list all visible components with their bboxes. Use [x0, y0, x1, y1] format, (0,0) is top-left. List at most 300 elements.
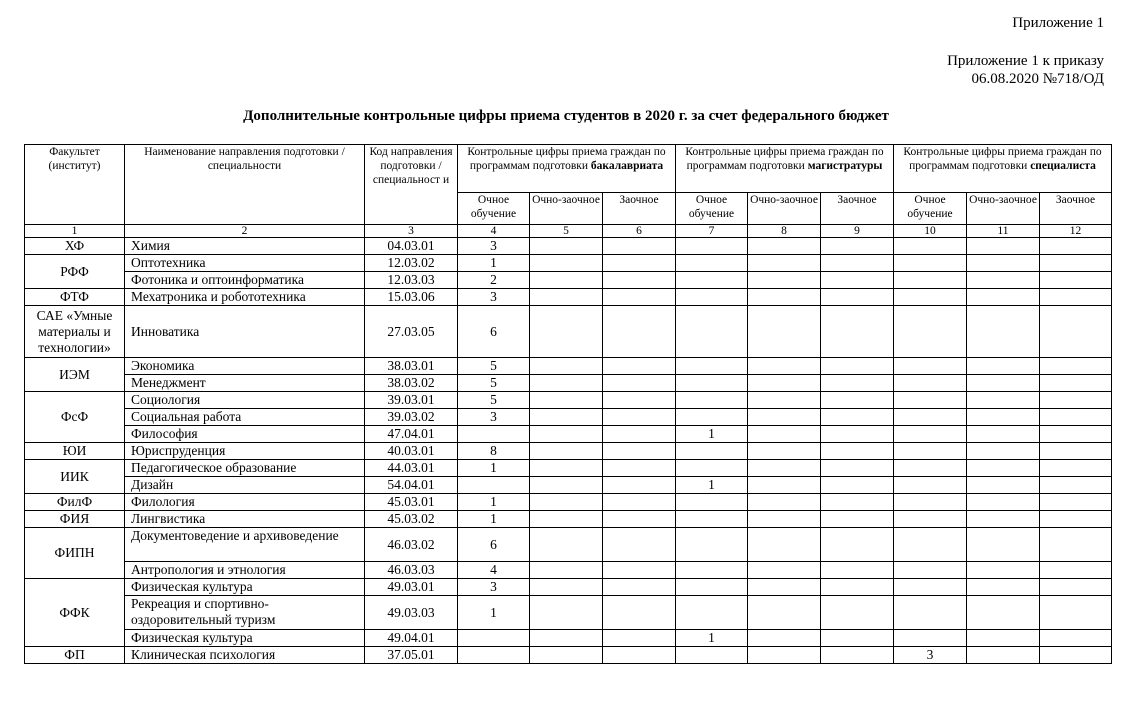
quota-cell [603, 375, 676, 392]
quota-cell [967, 306, 1040, 358]
header-group-bachelor [458, 145, 676, 193]
quota-cell [821, 375, 894, 392]
quota-cell: 5 [458, 358, 530, 375]
column-index: 6 [603, 225, 676, 238]
faculty-cell: ИЭМ [25, 358, 125, 392]
quota-cell [1040, 494, 1112, 511]
faculty-cell: ФилФ [25, 494, 125, 511]
quota-cell [821, 443, 894, 460]
quota-cell [676, 443, 748, 460]
table-row [25, 562, 1112, 579]
quota-cell [1040, 409, 1112, 426]
quota-cell [458, 630, 530, 647]
quota-cell [894, 255, 967, 272]
quota-cell [1040, 306, 1112, 358]
quota-cell [748, 579, 821, 596]
quota-cell [748, 477, 821, 494]
quota-cell [967, 426, 1040, 443]
quota-cell [603, 494, 676, 511]
code-cell: 47.04.01 [365, 426, 458, 443]
quota-cell [1040, 528, 1112, 562]
quota-cell [894, 272, 967, 289]
quota-cell [894, 426, 967, 443]
order-line-2: 06.08.2020 №718/ОД [971, 71, 1104, 87]
quota-cell [530, 579, 603, 596]
program-cell: Антропология и этнология [125, 562, 365, 579]
table-row [25, 443, 1112, 460]
quota-cell: 3 [458, 238, 530, 255]
table-row [25, 306, 1112, 358]
quota-cell [603, 238, 676, 255]
header-code: Код направления подготовки / специальност и [365, 145, 458, 225]
quota-cell [676, 460, 748, 477]
quota-cell: 8 [458, 443, 530, 460]
quota-cell [821, 511, 894, 528]
table-row [25, 426, 1112, 443]
quota-cell [821, 306, 894, 358]
quota-cell [748, 426, 821, 443]
quota-cell [603, 596, 676, 630]
header-form: Очно-заочное [748, 193, 821, 225]
quota-cell: 1 [458, 511, 530, 528]
quota-cell [603, 358, 676, 375]
table-row [25, 596, 1112, 630]
code-cell: 15.03.06 [365, 289, 458, 306]
code-cell: 38.03.02 [365, 375, 458, 392]
quota-cell [603, 630, 676, 647]
quota-cell [676, 375, 748, 392]
quota-cell [603, 528, 676, 562]
header-form: Заочное [603, 193, 676, 225]
header-form: Заочное [1040, 193, 1112, 225]
quota-cell [967, 443, 1040, 460]
quota-cell [748, 409, 821, 426]
quota-cell [530, 562, 603, 579]
quota-cell [967, 460, 1040, 477]
quota-cell [967, 289, 1040, 306]
quota-cell [603, 306, 676, 358]
quota-cell [1040, 255, 1112, 272]
quota-cell [967, 647, 1040, 664]
quota-cell: 3 [458, 409, 530, 426]
quota-cell [1040, 477, 1112, 494]
quota-cell [894, 579, 967, 596]
column-index: 2 [125, 225, 365, 238]
quota-cell [967, 596, 1040, 630]
quota-cell [821, 494, 894, 511]
quota-cell [603, 511, 676, 528]
quota-cell [967, 494, 1040, 511]
quota-cell [530, 460, 603, 477]
quota-cell [748, 511, 821, 528]
quota-cell [1040, 238, 1112, 255]
quota-cell [1040, 358, 1112, 375]
program-cell: Инноватика [125, 306, 365, 358]
quota-cell [821, 528, 894, 562]
quota-cell [676, 494, 748, 511]
quota-cell [530, 238, 603, 255]
quota-cell [530, 375, 603, 392]
program-cell: Мехатроника и робототехника [125, 289, 365, 306]
program-cell: Фотоника и оптоинформатика [125, 272, 365, 289]
quota-cell [821, 579, 894, 596]
table-row [25, 409, 1112, 426]
group-name: специалиста [1030, 160, 1096, 172]
header-form: Очное обучение [894, 193, 967, 225]
quota-cell [1040, 392, 1112, 409]
quota-cell [1040, 562, 1112, 579]
quota-cell [603, 647, 676, 664]
code-cell: 46.03.02 [365, 528, 458, 562]
quota-cell [821, 255, 894, 272]
quota-cell [1040, 460, 1112, 477]
table-row [25, 579, 1112, 596]
quota-cell [676, 358, 748, 375]
quota-cell [676, 511, 748, 528]
quota-cell [894, 562, 967, 579]
table-row [25, 528, 1112, 562]
quota-cell [676, 409, 748, 426]
column-index: 3 [365, 225, 458, 238]
header-program: Наименование направления подготовки / специальности [125, 145, 365, 225]
quota-cell [530, 272, 603, 289]
code-cell: 49.03.03 [365, 596, 458, 630]
table-row [25, 494, 1112, 511]
program-cell: Клиническая психология [125, 647, 365, 664]
code-cell: 54.04.01 [365, 477, 458, 494]
column-index: 9 [821, 225, 894, 238]
faculty-cell: ИИК [25, 460, 125, 494]
table-row [25, 392, 1112, 409]
faculty-cell: ФсФ [25, 392, 125, 443]
quota-cell [676, 255, 748, 272]
quota-cell [1040, 630, 1112, 647]
quota-cell [603, 289, 676, 306]
order-line-1: Приложение 1 к приказу [947, 53, 1104, 69]
quota-cell: 1 [676, 477, 748, 494]
quota-cell: 6 [458, 306, 530, 358]
code-cell: 49.03.01 [365, 579, 458, 596]
quota-cell [748, 289, 821, 306]
quota-cell [530, 494, 603, 511]
header-form: Очно-заочное [530, 193, 603, 225]
quota-cell [894, 528, 967, 562]
quota-cell [603, 443, 676, 460]
quota-cell [894, 630, 967, 647]
quota-cell [821, 426, 894, 443]
column-index: 10 [894, 225, 967, 238]
quota-cell [748, 392, 821, 409]
column-index: 4 [458, 225, 530, 238]
quota-cell [748, 494, 821, 511]
header-faculty: Факультет (институт) [25, 145, 125, 225]
table-row [25, 630, 1112, 647]
program-cell: Экономика [125, 358, 365, 375]
quota-cell [748, 375, 821, 392]
quota-cell [603, 392, 676, 409]
quota-cell [676, 528, 748, 562]
quota-cell: 3 [894, 647, 967, 664]
column-index: 8 [748, 225, 821, 238]
quota-cell [530, 477, 603, 494]
quota-cell [894, 494, 967, 511]
quota-cell [967, 562, 1040, 579]
faculty-cell: ФИПН [25, 528, 125, 579]
quota-cell [530, 443, 603, 460]
quota-cell [1040, 272, 1112, 289]
group-name: бакалавриата [590, 160, 664, 172]
quota-cell: 6 [458, 528, 530, 562]
quota-cell [458, 647, 530, 664]
quota-cell [1040, 289, 1112, 306]
code-cell: 39.03.02 [365, 409, 458, 426]
program-cell: Социальная работа [125, 409, 365, 426]
quota-cell [676, 306, 748, 358]
quota-cell [748, 596, 821, 630]
quota-cell [821, 596, 894, 630]
faculty-cell: ФИЯ [25, 511, 125, 528]
column-index: 1 [25, 225, 125, 238]
quota-cell [894, 409, 967, 426]
quota-cell [530, 306, 603, 358]
quota-cell [967, 477, 1040, 494]
quota-cell [894, 375, 967, 392]
faculty-cell: ЮИ [25, 443, 125, 460]
program-cell: Филология [125, 494, 365, 511]
quota-cell [967, 238, 1040, 255]
quota-cell [1040, 579, 1112, 596]
quota-cell [821, 647, 894, 664]
quota-cell [603, 579, 676, 596]
faculty-cell: САЕ «Умные материалы и технологии» [25, 306, 125, 358]
quota-cell: 3 [458, 579, 530, 596]
quota-cell [530, 528, 603, 562]
quota-cell [894, 477, 967, 494]
quota-cell [967, 272, 1040, 289]
quota-cell [530, 596, 603, 630]
program-cell: Менеджмент [125, 375, 365, 392]
quota-cell [603, 255, 676, 272]
code-cell: 38.03.01 [365, 358, 458, 375]
column-index: 12 [1040, 225, 1112, 238]
quota-cell: 2 [458, 272, 530, 289]
group-prefix: Контрольные цифры приема граждан по программам подготовки [903, 146, 1102, 172]
group-prefix: Контрольные цифры приема граждан по программам подготовки [685, 146, 884, 172]
header-form: Заочное [821, 193, 894, 225]
quota-cell [894, 443, 967, 460]
quota-cell [967, 511, 1040, 528]
order-reference [947, 52, 1104, 88]
quota-cell [1040, 511, 1112, 528]
quota-cell [530, 426, 603, 443]
quota-cell [967, 358, 1040, 375]
quota-cell [894, 238, 967, 255]
quota-cell: 5 [458, 375, 530, 392]
quota-cell [530, 647, 603, 664]
code-cell: 46.03.03 [365, 562, 458, 579]
quota-cell [821, 477, 894, 494]
quota-cell [530, 358, 603, 375]
quota-cell [821, 562, 894, 579]
column-index: 5 [530, 225, 603, 238]
quota-cell [458, 477, 530, 494]
quota-cell [967, 630, 1040, 647]
quota-cell [1040, 596, 1112, 630]
table-row [25, 477, 1112, 494]
program-cell: Философия [125, 426, 365, 443]
admission-table [24, 144, 1112, 664]
column-index: 7 [676, 225, 748, 238]
quota-cell: 1 [458, 596, 530, 630]
appendix-label: Приложение 1 [1012, 15, 1104, 31]
quota-cell [676, 596, 748, 630]
table-row [25, 375, 1112, 392]
quota-cell [748, 630, 821, 647]
quota-cell [894, 596, 967, 630]
quota-cell [603, 460, 676, 477]
quota-cell: 4 [458, 562, 530, 579]
quota-cell [821, 358, 894, 375]
quota-cell [676, 562, 748, 579]
program-cell: Социология [125, 392, 365, 409]
quota-cell [676, 238, 748, 255]
quota-cell [748, 255, 821, 272]
program-cell: Педагогическое образование [125, 460, 365, 477]
table-row [25, 358, 1112, 375]
group-prefix: Контрольные цифры приема граждан по программам подготовки [467, 146, 666, 172]
quota-cell [821, 272, 894, 289]
quota-cell [748, 358, 821, 375]
group-name: магистратуры [807, 160, 883, 172]
quota-cell [603, 477, 676, 494]
quota-cell [894, 392, 967, 409]
quota-cell [748, 528, 821, 562]
table-row [25, 255, 1112, 272]
program-cell: Лингвистика [125, 511, 365, 528]
quota-cell [530, 511, 603, 528]
table-row [25, 238, 1112, 255]
quota-cell [676, 272, 748, 289]
quota-cell [603, 426, 676, 443]
table-row [25, 511, 1112, 528]
quota-cell [1040, 375, 1112, 392]
column-index: 11 [967, 225, 1040, 238]
program-cell: Физическая культура [125, 630, 365, 647]
code-cell: 44.03.01 [365, 460, 458, 477]
quota-cell [821, 238, 894, 255]
quota-cell [894, 460, 967, 477]
quota-cell [748, 272, 821, 289]
header-form: Очное обучение [676, 193, 748, 225]
quota-cell [894, 358, 967, 375]
quota-cell [458, 426, 530, 443]
quota-cell [1040, 647, 1112, 664]
quota-cell [748, 238, 821, 255]
program-cell: Документоведение и архивоведение [125, 528, 365, 562]
quota-cell [676, 289, 748, 306]
faculty-cell: РФФ [25, 255, 125, 289]
code-cell: 37.05.01 [365, 647, 458, 664]
quota-cell [748, 460, 821, 477]
quota-cell: 1 [676, 630, 748, 647]
quota-cell [530, 392, 603, 409]
quota-cell [821, 630, 894, 647]
quota-cell: 3 [458, 289, 530, 306]
table-row [25, 460, 1112, 477]
quota-cell [967, 255, 1040, 272]
code-cell: 04.03.01 [365, 238, 458, 255]
quota-cell [1040, 426, 1112, 443]
quota-cell: 1 [676, 426, 748, 443]
table-row [25, 289, 1112, 306]
code-cell: 49.04.01 [365, 630, 458, 647]
document-title: Дополнительные контрольные цифры приема студентов в 2020 г. за счет федерального бюджет [243, 108, 889, 124]
table-row [25, 647, 1112, 664]
quota-cell [530, 289, 603, 306]
program-cell: Физическая культура [125, 579, 365, 596]
program-cell: Рекреация и спортивно-оздоровительный туризм [125, 596, 365, 630]
header-group-specialist [894, 145, 1112, 193]
quota-cell [967, 375, 1040, 392]
program-cell: Юриспруденция [125, 443, 365, 460]
quota-cell [748, 562, 821, 579]
faculty-cell: ФТФ [25, 289, 125, 306]
quota-cell [894, 306, 967, 358]
quota-cell [821, 289, 894, 306]
header-group-master [676, 145, 894, 193]
program-cell: Химия [125, 238, 365, 255]
quota-cell [676, 647, 748, 664]
quota-cell [967, 392, 1040, 409]
quota-cell [530, 630, 603, 647]
quota-cell: 1 [458, 494, 530, 511]
quota-cell [821, 409, 894, 426]
quota-cell [967, 409, 1040, 426]
program-cell: Оптотехника [125, 255, 365, 272]
quota-cell: 1 [458, 460, 530, 477]
quota-cell [748, 306, 821, 358]
quota-cell [603, 409, 676, 426]
quota-cell [1040, 443, 1112, 460]
quota-cell [530, 409, 603, 426]
program-cell: Дизайн [125, 477, 365, 494]
quota-cell [748, 647, 821, 664]
quota-cell: 5 [458, 392, 530, 409]
quota-cell [821, 392, 894, 409]
code-cell: 45.03.02 [365, 511, 458, 528]
quota-cell [821, 460, 894, 477]
quota-cell [676, 392, 748, 409]
code-cell: 45.03.01 [365, 494, 458, 511]
quota-cell [530, 255, 603, 272]
quota-cell: 1 [458, 255, 530, 272]
quota-cell [676, 579, 748, 596]
table-row [25, 272, 1112, 289]
faculty-cell: ФФК [25, 579, 125, 647]
quota-cell [894, 289, 967, 306]
header-form: Очно-заочное [967, 193, 1040, 225]
quota-cell [967, 528, 1040, 562]
quota-cell [603, 562, 676, 579]
code-cell: 27.03.05 [365, 306, 458, 358]
quota-cell [894, 511, 967, 528]
quota-cell [603, 272, 676, 289]
header-form: Очное обучение [458, 193, 530, 225]
code-cell: 39.03.01 [365, 392, 458, 409]
code-cell: 40.03.01 [365, 443, 458, 460]
quota-cell [748, 443, 821, 460]
code-cell: 12.03.03 [365, 272, 458, 289]
